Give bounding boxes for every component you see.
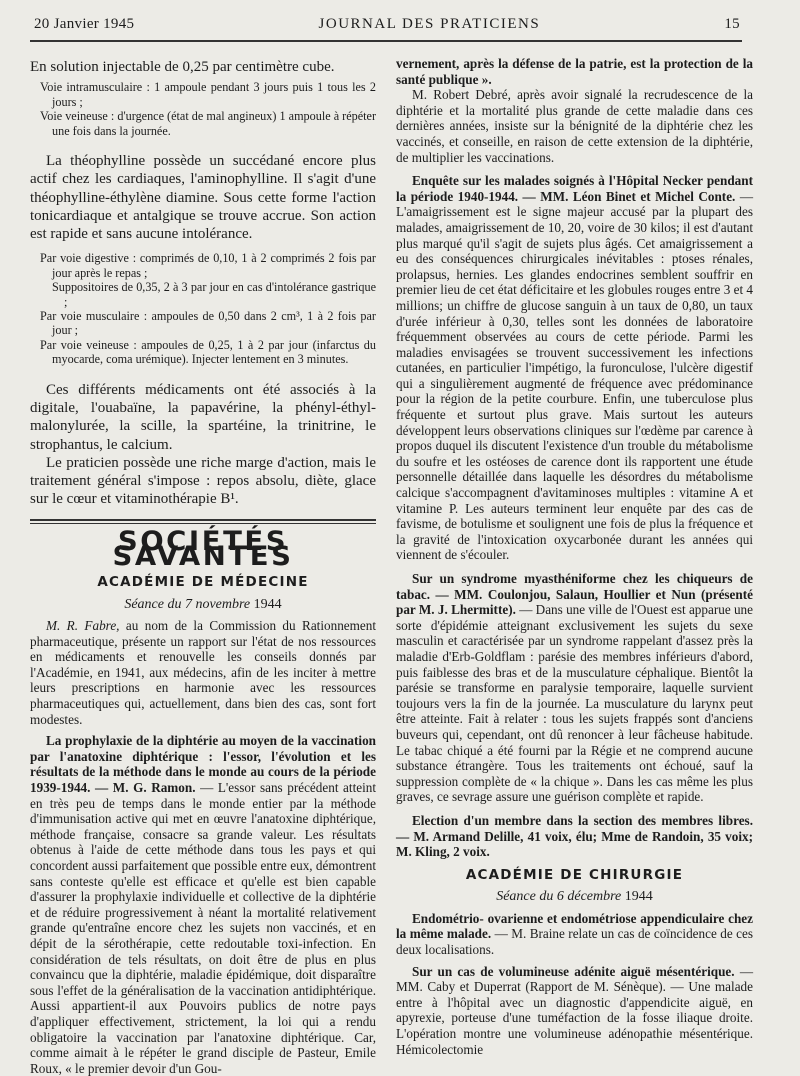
dosage-item: Suppositoires de 0,35, 2 à 3 par jour en cas d'intolérance gastrique ; bbox=[52, 280, 376, 309]
paragraph bbox=[396, 571, 753, 805]
dosage-item: Par voie digestive : comprimés de 0,10, 1 à 2 comprimés 2 fois par jour après le repas ; bbox=[40, 251, 376, 280]
session-date bbox=[30, 597, 376, 613]
paragraph: Election d'un membre dans la section des membres libres. — M. Armand Delille, 41 voix, élu; Mme de Randoin, 35 voix; M. Kling, 2 voix. bbox=[396, 812, 753, 860]
session-date-text: Séance du 7 novembre bbox=[124, 596, 251, 612]
paragraph bbox=[396, 173, 753, 563]
right-column bbox=[396, 56, 753, 1057]
paragraph-text: — Dans une ville de l'Ouest est apparue une sorte d'épidémie atteignant exclusivement les sujets du sexe masculin et caractérisée par un syndrome rappelant d'assez près la maladie d'Erb-Goldflam : parésie des membres inférieurs d'abord, puis faiblesse des bras et de la musculature céphalique. Bientôt la parésie se transforme en paralysie temporaire, laquelle survient toujours vers la fin de la journée. La musculature du larynx peut être atteinte. Fait à relater : tous les sujets frappés sont d'anciens buveurs qui, cependant, ont dû renoncer à leur fâcheuse habitude. Le tabac chiqué a été fourni par la Régie et ne comprend aucune substance étrangère. Tous les traitements ont échoué, sauf la suppression complète de « la chique ». Dans les cas même les plus graves, ce sevrage assure une guérison complète et rapide. bbox=[396, 602, 754, 805]
section-rule bbox=[30, 519, 376, 524]
paragraph: La théophylline possède un succédané encore plus actif chez les cardiaques, l'aminophylline. Il s'agit d'une théophylline-éthylène diamine. Sous cette forme l'action tonicardiaque et antalgique se trouve accrue. Son action est rapide et sans aucune intolérance. bbox=[30, 152, 376, 243]
article-title: Sur un cas de volumineuse adénite aiguë mésentérique. bbox=[412, 963, 735, 979]
paragraph: vernement, après la défense de la patrie, est la protection de la santé publique ». bbox=[396, 56, 753, 87]
academy-heading: ACADÉMIE DE MÉDECINE bbox=[97, 573, 309, 590]
issue-date: 20 Janvier 1945 bbox=[34, 16, 135, 32]
dosage-item: Voie intramusculaire : 1 ampoule pendant 3 jours puis 1 tous les 2 jours ; bbox=[40, 80, 376, 109]
dosage-list-2 bbox=[40, 251, 376, 366]
paragraph bbox=[30, 733, 376, 1076]
paragraph-text: — L'essor sans précédent atteint en très peu de temps dans le monde entier par la méthode d'immunisation active qui met en œuvre l'anatoxine diphtérique, méthode française, consacre sa grande valeur. Les résultats obtenus à l'aide de cette méthode dans tous les pays et qui concordent aussi parfaitement que possible entre eux, démontrent sans conteste qu'elle est efficace et qu'elle est bien capable d'assurer la prophylaxie individuelle et collective de la diphtérie et de réduire progressivement à néant la mortalité relativement grande qu'entraîne encore chez les sujets non vaccinés, et en dépit de la sérothérapie, cette redoutable toxi-infection. En considération de tels résultats, on doit être de plus en plus convaincu que la diphtérie, maladie épidémique, doit disparaître sous l'effet de la généralisation de la vaccination antidiphtérique. Aussi appartient-il aux Pouvoirs publics de notre pays d'appliquer effectivement, strictement, la loi qui a rendu obligatoire la vaccination par l'anatoxine diphtérique. Car, comme aimait à le répéter le grand disciple de Pasteur, Emile Roux, « le premier devoir d'un Gou- bbox=[30, 780, 377, 1076]
section-title: SOCIÉTÉS SAVANTES bbox=[112, 525, 294, 573]
article-title: La prophylaxie de la diphtérie au moyen de la vaccination par l'anatoxine diphtérique : l'essor, l'évolution et les résultats de la méthode dans le monde au cours de la période 1939-1944. — M. G. Ramon. bbox=[30, 733, 376, 796]
left-column bbox=[30, 58, 376, 1076]
paragraph: Le praticien possède une riche marge d'action, mais le traitement général s'impose : repos absolu, diète, glace sur le cœur et vitaminothérapie B¹. bbox=[30, 454, 376, 508]
paragraph-text: — M. Braine relate un cas de coïncidence de ces deux localisations. bbox=[396, 926, 753, 958]
article-title: Enquête sur les malades soignés à l'Hôpital Necker pendant la période 1940-1944. — MM. Léon Binet et Michel Conte. bbox=[396, 173, 753, 204]
dosage-item: Par voie musculaire : ampoules de 0,50 dans 2 cm³, 1 à 2 fois par jour ; bbox=[40, 309, 376, 338]
dosage-item: Voie veineuse : d'urgence (état de mal angineux) 1 ampoule à répéter une fois dans la journée. bbox=[40, 109, 376, 138]
academy-heading: ACADÉMIE DE CHIRURGIE bbox=[465, 866, 684, 883]
session-date-text: Séance du 6 décembre bbox=[496, 889, 622, 905]
session-date bbox=[396, 889, 753, 905]
dosage-list-1 bbox=[40, 80, 376, 138]
article-title: Endométrio- ovarienne et endométriose appendiculaire chez la même malade. bbox=[396, 910, 753, 942]
journal-title: JOURNAL DES PRATICIENS bbox=[318, 16, 541, 32]
page-number: 15 bbox=[724, 16, 740, 32]
header-rule bbox=[30, 40, 742, 42]
session-year: 1944 bbox=[253, 596, 282, 612]
dosage-item: Par voie veineuse : ampoules de 0,25, 1 à 2 par jour (infarctus du myocarde, coma urémique). Injecter lentement en 3 minutes. bbox=[40, 337, 376, 367]
article-title: Sur un syndrome myasthéniforme chez les chiqueurs de tabac. — MM. Coulonjou, Salaun, Houllier et Nun (présenté par M. J. Lhermitte). bbox=[396, 571, 753, 618]
paragraph bbox=[396, 964, 753, 1058]
paragraph bbox=[396, 911, 753, 958]
injectable-line: En solution injectable de 0,25 par centimètre cube. bbox=[30, 59, 335, 75]
paragraph: M. Robert Debré, après avoir signalé la recrudescence de la diphtérie et la mortalité plus grande de cette maladie dans ces dernières années, insiste sur la bénignité de la diphtérie chez les vaccinés, et conseille, en raison de cette extension de la diphtérie, de multiplier les vaccinations. bbox=[396, 87, 753, 165]
author-name: M. R. Fabre, bbox=[46, 618, 120, 634]
page-header bbox=[34, 16, 740, 40]
paragraph-text: — L'amaigrissement est le signe majeur accusé par la plupart des malades, amaigrissement de 10, 20, voire de 30 kilos; il est d'autant plus marqué qu'il s'agit de sujets plus âgés. Cet amaigrissement a eu des conséquences chirurgicales inévitables : ptoses rénales, prolapsus, hernies. Les glandes endocrines semblent souffrir en premier lieu de cet état déficitaire et les globules rouges entre 3 et 4 millions; un chiffre de glucose sanguin à un taux de 0,80, un taux d'urée inférieur à 0,30, telles sont les données de laboratoire fréquemment observées au cours de cette période. Parmi les maladies envisagées se trouvent successivement les infections cutanées, en particulier l'impétigo, la furonculose, l'ulcère digestif qui a singulièrement augmenté de fréquence avec prédominance pour la région de la petite courbure. Enfin, une tuberculose plus fréquente et surtout plus grave. Mais surtout les auteurs développent leurs observations cliniques sur l'œdème par carence à propos duquel ils discutent l'existence d'un trouble du métabolisme du soufre et les ostéoses de carence dont ils rapportent une étude personnelle détaillée dans laquelle les désordres du métabolisme calcique s'accompagnent d'avitaminoses multiples : vitamine A et vitamine P. Les auteurs terminent leur enquête par des cas de favisme, de botulisme et soulignent une fois de plus la fréquence et la gravité de l'intoxication oxycarbonée durant les années qui viennent de s'écouler. bbox=[396, 188, 754, 563]
paragraph-text: au nom de la Commission du Rationnement pharmaceutique, présente un rapport sur l'état de nos ressources en médicaments et renouvelle les conseils donnés par l'Académie, en 1941, aux médecins, afin de les inciter à mettre leurs prescriptions en harmonie avec les ressources pharmaceutiques qui, actuellement, dans bien des cas, sont fort modestes. bbox=[30, 618, 377, 727]
paragraph bbox=[30, 618, 376, 727]
paragraph: Ces différents médicaments ont été associés à la digitale, l'ouabaïne, la papavérine, la phényl-éthyl-malonylurée, la scille, la spartéine, la trinitrine, le strophantus, le calcium. bbox=[30, 381, 376, 453]
paragraph-text: — MM. Caby et Duperrat (Rapport de M. Sénèque). — Une malade entre à l'hôpital avec un diagnostic d'appendicite aiguë, en apyrexie, porteuse d'une tuméfaction de la fosse iliaque droite. L'opération montre une volumineuse adénopathie mésentérique. Hémicolectomie bbox=[396, 963, 753, 1057]
session-year: 1944 bbox=[624, 889, 653, 905]
